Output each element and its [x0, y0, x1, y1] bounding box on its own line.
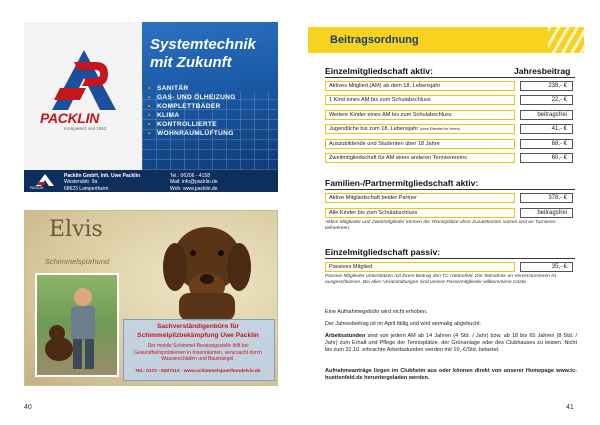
header-stripes: [548, 27, 584, 53]
fee-row-label: 1 Kind eines AM bis zum Schulabschluss: [325, 95, 515, 105]
fee-row-label: Aktive Mitgliedschaft beider Partner: [325, 193, 515, 203]
service-item: • KONTROLLIERTE: [148, 120, 236, 129]
small-brand: PACKLIN: [30, 186, 44, 190]
headline-line-2: mit Zukunft: [150, 54, 232, 71]
ad-footer: [24, 170, 278, 192]
contact-line: Mail: info@packlin.de: [170, 179, 218, 186]
page-number-left: 40: [24, 404, 32, 411]
ad-headline: [150, 36, 256, 72]
info-body: Der mobile Schimmel-Beratungsstelle hilft bei Gesundheitsproblemen in Innenräumen, verursacht durch Wasserschäden und Baumängel.: [134, 343, 262, 363]
person-with-dog-icon: [37, 275, 117, 375]
section-rule: [325, 77, 575, 78]
address-block: [64, 173, 140, 192]
service-item: • GAS- UND ÖLHEIZUNG: [148, 93, 236, 102]
info-phone-web: Tel.: 0172 - 6207113 · www.schimmelspuerhundelvis.de: [135, 369, 261, 374]
fee-row-label: Passives Mitglied: [325, 262, 515, 272]
fee-row-label: Jugendliche bis zum 18. Lebensjahr: [329, 126, 419, 132]
page-number-right: 41: [566, 404, 574, 411]
section-rule: [325, 258, 575, 259]
fee-row-price: 378,- €: [520, 193, 573, 203]
fee-row-label-youth: [325, 124, 515, 134]
fee-row-price: 68,- €: [520, 139, 573, 149]
owner-photo: [35, 273, 119, 377]
address-line: Westendstr. 9a: [64, 179, 98, 186]
fee-row-price: beitragsfrei: [520, 110, 573, 120]
address-line: Packlin GmbH, Inh. Uwe Packlin: [64, 173, 141, 179]
page-title: Beitragsordnung: [330, 34, 419, 46]
dog-icon: [145, 213, 265, 321]
headline-line-1: Systemtechnik: [150, 36, 256, 53]
fee-row-label: Zweitmitgliedschaft für AM eines anderen Tennisvereins: [325, 153, 515, 163]
section-title-active-single: Einzelmitgliedschaft aktiv:: [325, 66, 433, 76]
fee-row-price: 22,- €: [520, 95, 573, 105]
elvis-brand: Elvis: [49, 217, 103, 242]
service-item: • KLIMA: [148, 111, 236, 120]
address-line: 68623 Lampertheim: [64, 185, 109, 192]
section-note: Aktive Mitglieder und Zweitmitglieder können die Tennisplätze ohne Zusatzkosten nutzen und an Turnieren teilnehmen.: [325, 220, 556, 232]
packlin-ad: [24, 22, 278, 192]
service-item: • WOHNRAUMLÜFTUNG: [148, 129, 236, 138]
section-rule: [325, 189, 575, 190]
elvis-subtitle: Schimmelspürhund: [45, 257, 110, 266]
fee-row-label: Weitere Kinder eines AM bis zum Schulabschluss: [325, 110, 515, 120]
fee-row-label-note: (ohne Elternteil im Verein): [419, 127, 461, 131]
packlin-logo-icon: [46, 48, 122, 112]
work-hours-label: Arbeitsstunden: [325, 333, 366, 339]
contact-line: Tel.: 06206 - 4158: [170, 173, 211, 179]
column-header-annual-fee: Jahresbeitrag: [514, 66, 571, 76]
fee-row-price: 41,- €: [520, 124, 573, 134]
packlin-brand: PACKLIN: [40, 110, 100, 126]
elvis-ad: [24, 210, 278, 386]
fee-row-price: beitragsfrei: [520, 208, 573, 218]
fee-row-label: Aktives Mitglied (AM) ab dem 18. Lebensjahr: [325, 81, 515, 91]
fee-row-price: 238,- €: [520, 81, 573, 91]
fee-row-price: 60,- €: [520, 153, 573, 163]
fee-row-price: 35,- €: [520, 262, 573, 272]
paragraph-applications: Aufnahmeanträge liegen im Clubheim aus oder können direkt von unserer Homepage www.tc-huettenfeld.de heruntergeladen werden.: [325, 368, 577, 381]
fee-row-label: Auszubildende und Studenten über 18 Jahre: [325, 139, 515, 149]
section-title-passive: Einzelmitgliedschaft passiv:: [325, 247, 441, 257]
paragraph-admission: Eine Aufnahmegebühr wird nicht erhoben.: [325, 309, 428, 315]
section-title-family: Familien-/Partnermitgliedschaft aktiv:: [325, 178, 479, 188]
packlin-tagline: Kompetenz seit 1963: [64, 126, 107, 131]
contact-block: [170, 173, 218, 192]
paragraph-due-date: Der Jahresbeitrag ist im April fällig und wird einmalig abgebucht.: [325, 321, 482, 327]
contact-line: Web: www.packlin.de: [170, 185, 218, 192]
paragraph-work-hours: [325, 333, 577, 353]
services-list: [148, 84, 236, 138]
service-item: • SANITÄR: [148, 84, 236, 93]
fee-row-label: Alle Kinder bis zum Schulabschluss: [325, 208, 515, 218]
section-note: Passive Mitglieder unterstützen mit ihrem Beitrag den TC Hüttenfeld. Die Teilnahme an Vereinsturnieren ist ausgeschlossen. Bei allen Veranstaltungen sind unsere Passivmitglieder willkommene Gäste.: [325, 274, 557, 286]
service-item: • KOMPLETTBÄDER: [148, 102, 236, 111]
work-hours-text: sind von jedem AM ab 14 Jahren (4 Std. / Jahr) bzw. ab 18 bis 65 Jahren (8 Std. / Jahr) zum Erhalt und Pflege der Tennisplätze, der Grünanlage oder des Clubhauses zu leisten. Nicht bis zum 31.10. erbrachte Arbeitsstunden werden mit 10,-€/Std. belastet.: [325, 333, 577, 353]
info-title: Sachverständigenbüro für Schimmelpilzbekämpfung Uwe Packlin: [137, 323, 259, 339]
